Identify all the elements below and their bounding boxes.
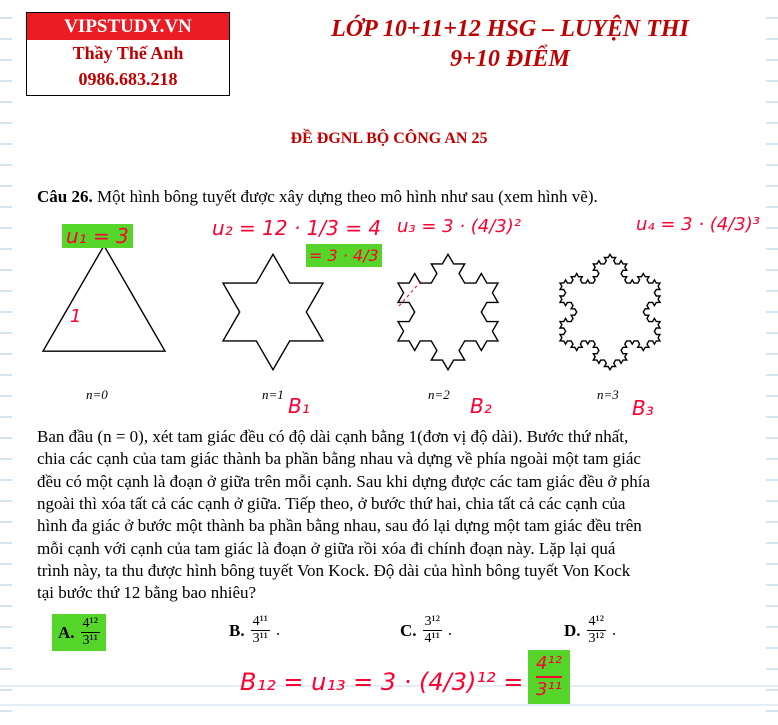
option-c-den: 4¹¹ xyxy=(424,631,440,646)
option-b-num: 4¹¹ xyxy=(252,614,268,629)
exam-title: ĐỀ ĐGNL BỘ CÔNG AN 25 xyxy=(290,130,488,147)
option-d-den: 3¹² xyxy=(588,631,604,646)
snowflake-n3 xyxy=(560,254,660,369)
option-b-letter: B. xyxy=(229,620,245,640)
snowflake-n0 xyxy=(43,246,165,352)
question-body-line: ngoài thì xóa tất cả các cạnh ở giữa. Tiếp theo, ở bước thứ hai, chia tất cả các cạnh của xyxy=(37,493,626,513)
option-a-den: 3¹¹ xyxy=(82,633,98,648)
option-b-den: 3¹¹ xyxy=(252,631,268,646)
phone-number: 0986.683.218 xyxy=(78,69,178,89)
option-b[interactable] xyxy=(229,614,280,647)
handwritten-answer-equation: B₁₂ = u₁₃ = 3 · (4/3)¹² = xyxy=(240,668,524,696)
option-a-num: 4¹² xyxy=(82,616,98,631)
option-d-fraction xyxy=(587,614,606,647)
teacher-name: Thầy Thế Anh xyxy=(72,43,184,63)
handwritten-u3: u₃ = 3 · (4/3)² xyxy=(397,216,521,237)
option-d[interactable] xyxy=(564,614,616,647)
snowflake-n2 xyxy=(398,254,498,369)
header-title-line1: LỚP 10+11+12 HSG – LUYỆN THI xyxy=(331,16,689,42)
option-d-letter: D. xyxy=(564,620,581,640)
snowflake-n1 xyxy=(223,254,323,369)
option-d-num: 4¹² xyxy=(588,614,604,629)
question-body-line: hình đa giác ở bước một thành ba phần bằng nhau, sau đó lại dựng một tam giác đều trên xyxy=(37,516,642,536)
handwritten-answer-den: 3¹¹ xyxy=(536,679,562,700)
handwritten-b2: B₂ xyxy=(470,394,492,418)
option-a-fraction xyxy=(81,616,100,649)
option-c-tail: . xyxy=(447,621,452,639)
handwritten-side-length: 1 xyxy=(70,306,82,327)
option-b-tail: . xyxy=(276,621,280,639)
handwritten-u1: u₁ = 3 xyxy=(62,224,133,248)
option-c-letter: C. xyxy=(400,620,417,640)
handwritten-answer-box xyxy=(528,650,570,704)
option-b-fraction xyxy=(251,614,270,647)
question-body-line: trình này, ta thu được hình bông tuyết Von Kock. Độ dài của hình bông tuyết Von Kock xyxy=(37,560,631,580)
option-c-num: 3¹² xyxy=(424,614,440,629)
figure-label-n2: n=2 xyxy=(428,387,450,402)
question-body-line: chia các cạnh của tam giác thành ba phần bằng nhau và dựng về phía ngoài một tam giác xyxy=(37,449,641,469)
figure-label-n0: n=0 xyxy=(86,387,108,402)
handwritten-u2: u₂ = 12 · 1/3 = 4 xyxy=(212,216,382,240)
question-label: Câu 26. xyxy=(37,187,93,206)
option-a-letter: A. xyxy=(58,622,75,642)
question-text: Một hình bông tuyết được xây dựng theo mô hình như sau (xem hình vẽ). xyxy=(96,187,598,206)
site-name: VIPSTUDY.VN xyxy=(27,13,229,40)
option-c[interactable] xyxy=(400,614,452,647)
question-body-line: tại bước thứ 12 bằng bao nhiêu? xyxy=(37,583,257,603)
question-body-line: Ban đầu (n = 0), xét tam giác đều có độ dài cạnh bằng 1(đơn vị độ dài). Bước thứ nhất, xyxy=(37,427,629,446)
option-a[interactable] xyxy=(52,614,106,651)
handwritten-u2-alt: = 3 · 4/3 xyxy=(306,244,382,267)
option-d-tail: . xyxy=(611,621,616,639)
question-body-line: mỗi cạnh với cạnh của tam giác là đoạn ở giữa rồi xóa đi chính đoạn này. Lặp lại quá xyxy=(37,538,616,558)
handwritten-b1: B₁ xyxy=(288,394,310,418)
handwritten-u4: u₄ = 3 · (4/3)³ xyxy=(636,214,760,235)
figure-label-n3: n=3 xyxy=(597,387,619,402)
figure-label-n1: n=1 xyxy=(262,387,284,402)
header-title-line2: 9+10 ĐIỂM xyxy=(450,46,570,72)
handwritten-answer-num: 4¹² xyxy=(536,652,562,678)
question-body-line: đều có một cạnh là đoạn ở giữa trên mỗi cạnh. Sau khi dựng được các tam giác đều ở phía xyxy=(37,471,651,491)
handwritten-b3: B₃ xyxy=(632,396,654,420)
option-c-fraction xyxy=(423,614,442,647)
